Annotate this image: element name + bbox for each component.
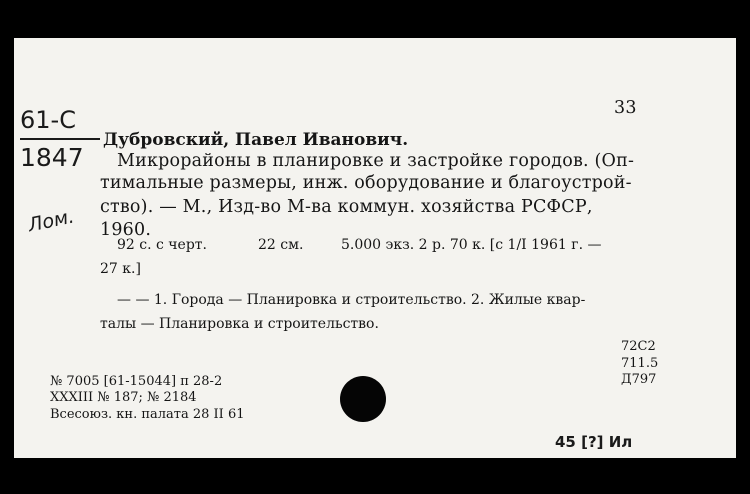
call-number-note: Лом. — [26, 205, 77, 237]
collation-size: 22 см. — [258, 237, 304, 253]
classification-code-2: 711.5 — [621, 356, 659, 371]
subjects-line-2: талы — Планировка и строительство. — [100, 316, 379, 332]
call-number-underline — [20, 138, 100, 140]
collation-pages: 92 с. с черт. — [117, 237, 207, 253]
call-number-line1: 61-С — [20, 106, 76, 134]
registry-line-1: № 7005 [61-15044] п 28-2 — [50, 374, 223, 389]
collation-price: 27 к.] — [100, 261, 141, 277]
title-line-4: 1960. — [100, 220, 152, 240]
punch-hole — [340, 376, 386, 422]
call-number-line2: 1847 — [20, 143, 84, 172]
bottom-stamp-note: 45 [?] Ил — [555, 433, 633, 451]
title-line-1: Микрорайоны в планировке и застройке городов. (Оп- — [117, 151, 635, 171]
classification-code-1: 72С2 — [621, 339, 656, 354]
registry-line-2: XXXIII № 187; № 2184 — [50, 390, 197, 405]
title-line-2: тимальные размеры, инж. оборудование и благоустрой- — [100, 173, 632, 193]
collation-edition: 5.000 экз. 2 р. 70 к. [с 1/I 1961 г. — — [341, 237, 602, 253]
catalog-card — [14, 38, 736, 458]
author-heading: Дубровский, Павел Иванович. — [103, 130, 409, 150]
registry-line-3: Всесоюз. кн. палата 28 II 61 — [50, 407, 245, 422]
card-number: 33 — [614, 98, 637, 118]
classification-code-3: Д797 — [621, 372, 657, 387]
subjects-line-1: — — 1. Города — Планировка и строительство. 2. Жилые квар- — [117, 292, 586, 308]
title-line-3: ство). — М., Изд-во М-ва коммун. хозяйства РСФСР, — [100, 197, 593, 217]
